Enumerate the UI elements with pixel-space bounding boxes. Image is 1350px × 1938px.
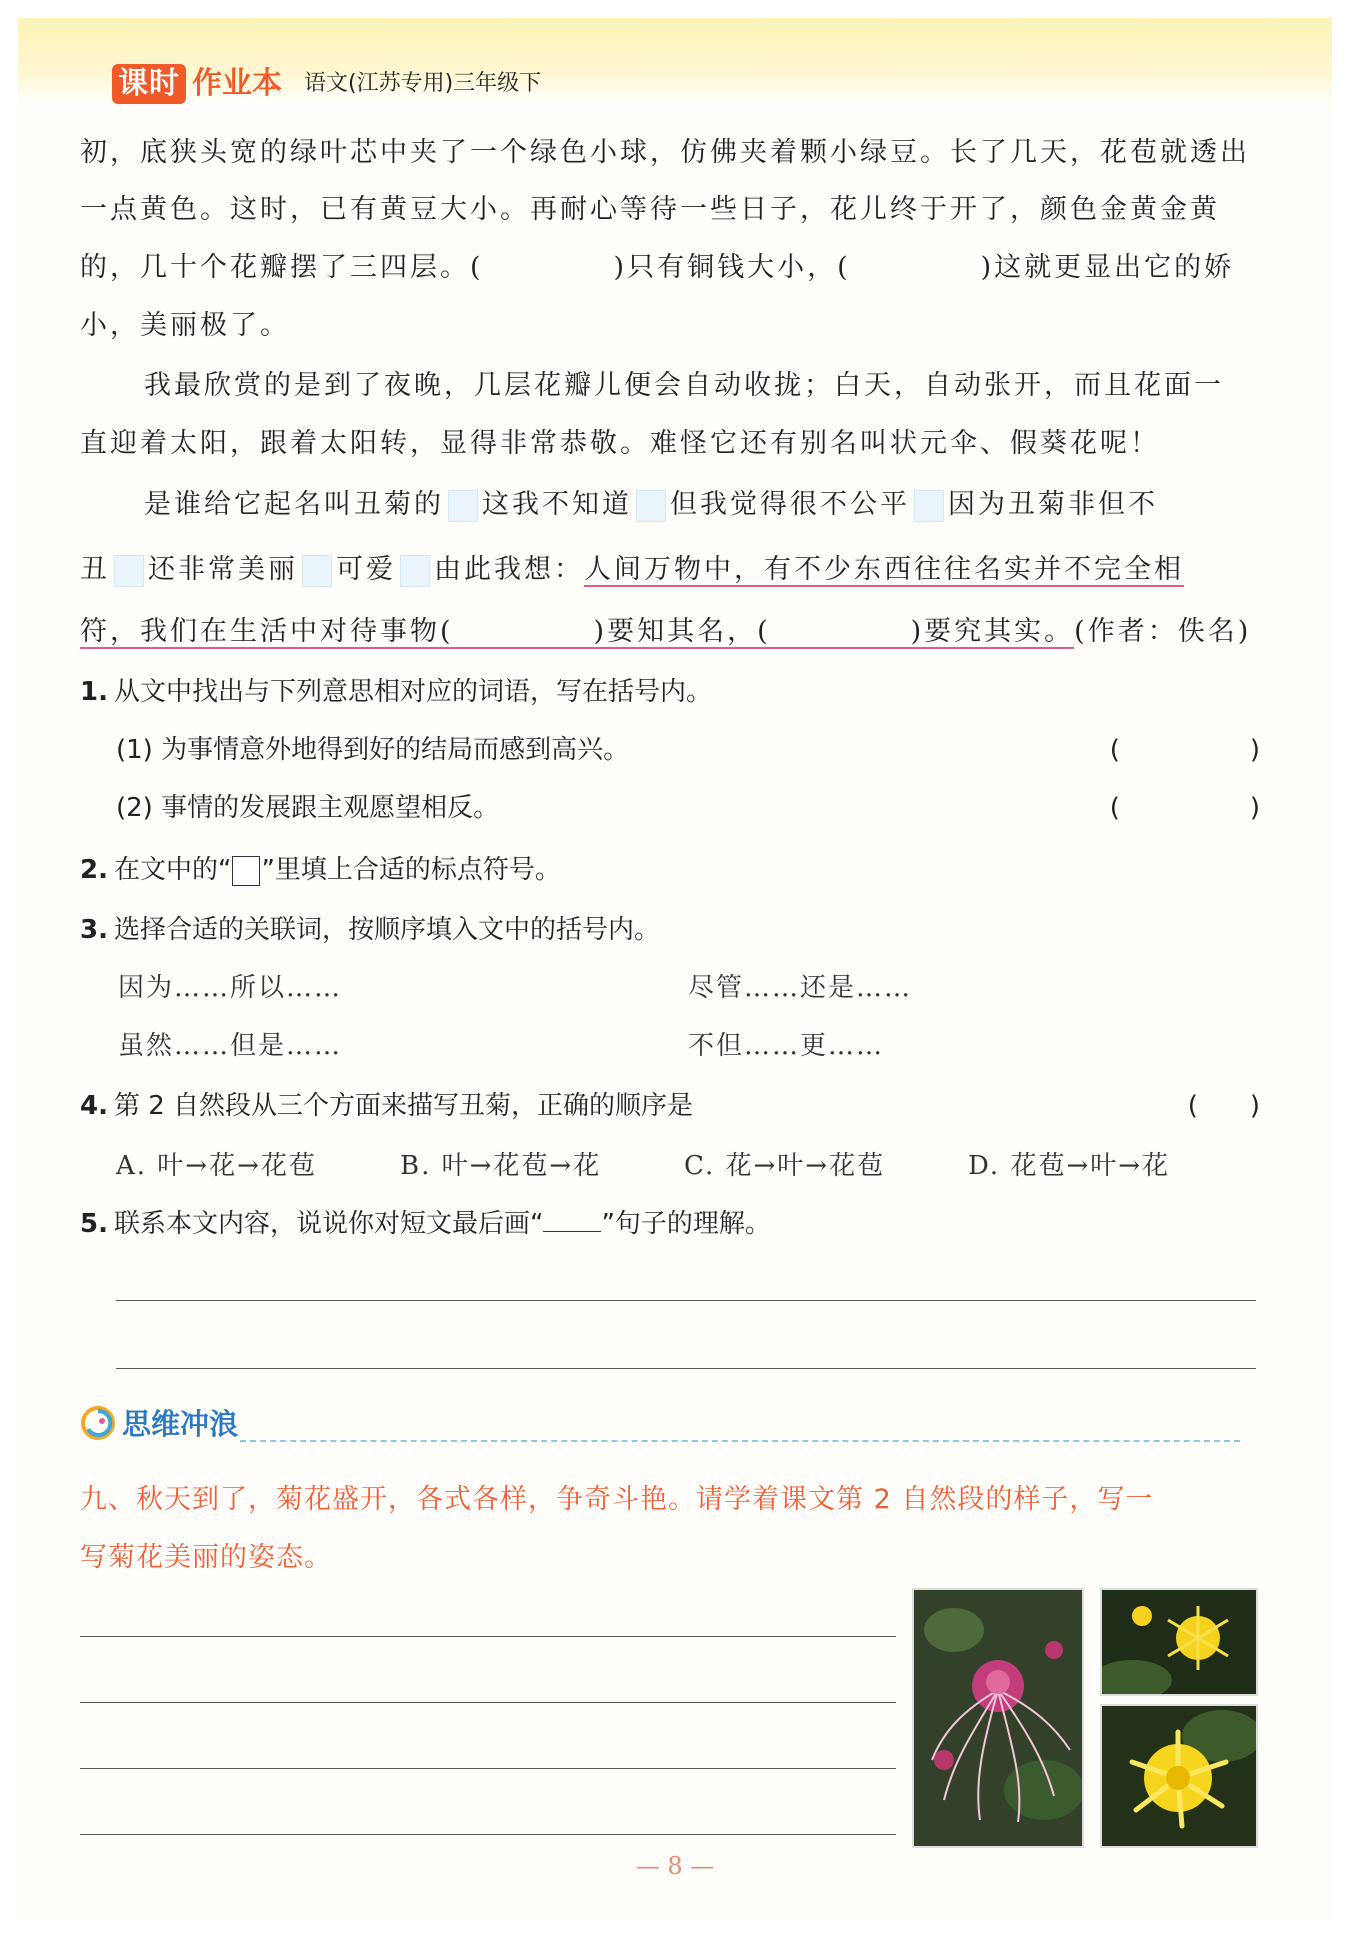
brand-name: 作业本 — [192, 66, 282, 101]
conjunction-option: 尽管……还是…… — [688, 973, 913, 1003]
question-5: 5. 联系本文内容，说说你对短文最后画“ ”句子的理解。 — [80, 1209, 771, 1239]
punctuation-box[interactable] — [114, 555, 144, 587]
passage-line — [80, 612, 1252, 652]
answer-line[interactable] — [80, 1834, 896, 1835]
question-1b: (2) 事情的发展跟主观愿望相反。 — [116, 793, 500, 823]
conjunction-option: 因为……所以…… — [118, 973, 343, 1003]
section-title: 思维冲浪 — [122, 1407, 239, 1441]
punctuation-box[interactable] — [636, 490, 666, 522]
author-credit: (作者：佚名) — [1074, 616, 1252, 647]
answer-line[interactable] — [80, 1768, 896, 1769]
question-4: 4. 第 2 自然段从三个方面来描写丑菊，正确的顺序是 — [80, 1091, 694, 1121]
passage-line: 初，底狭头宽的绿叶芯中夹了一个绿色小球，仿佛夹着颗小绿豆。长了几天，花苞就透出 — [80, 137, 1250, 168]
answer-paren[interactable]: ( ) — [1109, 735, 1260, 765]
punctuation-box[interactable] — [400, 555, 430, 587]
page-header — [112, 60, 541, 108]
punctuation-box[interactable] — [302, 555, 332, 587]
chrysanthemum-photo — [1100, 1588, 1258, 1696]
chrysanthemum-photo — [1100, 1704, 1258, 1848]
passage-line: 小，美丽极了。 — [80, 310, 290, 341]
question-3: 3. 选择合适的关联词，按顺序填入文中的括号内。 — [80, 915, 660, 945]
choice-option[interactable]: B. 叶→花苞→花 — [400, 1151, 602, 1181]
passage-line: 我最欣赏的是到了夜晚，几层花瓣儿便会自动收拢；白天，自动张开，而且花面一 — [144, 370, 1224, 401]
passage-line: 是谁给它起名叫丑菊的 这我不知道 但我觉得很不公平 因为丑菊非但不 — [144, 489, 1158, 520]
punctuation-box[interactable] — [448, 490, 478, 522]
brand-logo: 课时 — [112, 64, 186, 104]
punctuation-box[interactable] — [914, 490, 944, 522]
choice-option[interactable]: D. 花苞→叶→花 — [968, 1151, 1171, 1181]
writing-task: 写菊花美丽的姿态。 — [80, 1542, 332, 1573]
swirl-icon — [80, 1405, 116, 1441]
choice-option[interactable]: A. 叶→花→花苞 — [116, 1151, 317, 1181]
answer-line[interactable] — [80, 1636, 896, 1637]
conjunction-option: 虽然……但是…… — [118, 1031, 343, 1061]
underlined-sentence: 符，我们在生活中对待事物( )要知其名，( )要究其实。 — [80, 616, 1075, 647]
answer-paren[interactable]: ( ) — [1109, 793, 1260, 823]
passage-line: 直迎着太阳，跟着太阳转，显得非常恭敬。难怪它还有别名叫状元伞、假葵花呢！ — [80, 428, 1160, 459]
passage-line: 一点黄色。这时，已有黄豆大小。再耐心等待一些日子，花儿终于开了，颜色金黄金黄 — [80, 194, 1220, 225]
conjunction-option: 不但……更…… — [688, 1031, 885, 1061]
underlined-sentence: 人间万物中，有不少东西往往名实并不完全相 — [584, 554, 1184, 585]
section-header — [80, 1402, 238, 1443]
answer-line[interactable] — [116, 1300, 1256, 1301]
page-number: — 8 — — [635, 1852, 715, 1880]
question-1a: (1) 为事情意外地得到好的结局而感到高兴。 — [116, 735, 630, 765]
question-1: 1. 从文中找出与下列意思相对应的词语，写在括号内。 — [80, 677, 712, 707]
section-divider — [240, 1440, 1240, 1442]
answer-paren[interactable]: ( ) — [1187, 1091, 1260, 1121]
passage-line: 丑 还非常美丽 可爱 由此我想：人间万物中，有不少东西往往名实并不完全相 — [80, 554, 1184, 585]
question-2: 2. 在文中的“ ”里填上合适的标点符号。 — [80, 855, 561, 885]
answer-line[interactable] — [116, 1368, 1256, 1369]
choice-option[interactable]: C. 花→叶→花苞 — [684, 1151, 886, 1181]
book-subtitle: 语文(江苏专用)三年级下 — [304, 71, 542, 96]
answer-line[interactable] — [80, 1702, 896, 1703]
underline-sample — [543, 1209, 601, 1232]
passage-line: 的，几十个花瓣摆了三四层。( )只有铜钱大小，( )这就更显出它的娇 — [80, 252, 1235, 283]
sample-box-icon — [232, 856, 260, 886]
chrysanthemum-photo — [912, 1588, 1084, 1848]
writing-task: 九、秋天到了，菊花盛开，各式各样，争奇斗艳。请学着课文第 2 自然段的样子，写一 — [80, 1484, 1154, 1515]
